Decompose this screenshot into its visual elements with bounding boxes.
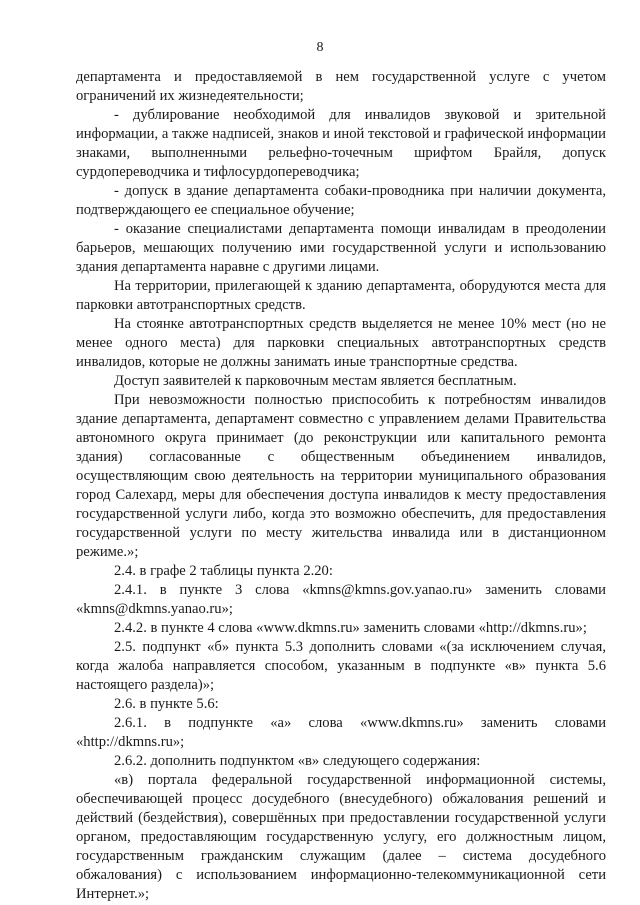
- paragraph-subclause-v: «в) портала федеральной государственной информационной системы, обеспечивающей процесс досудебного (внесудебного) обжалования решений и действий (бездействия), совершённых при предоставлении государственной услуги органом, предоставляющим государственную услугу, его должностным лицом, государственным гражданским служащим (далее – система досудебного обжалования) с использованием информационно-телекоммуникационной сети Интернет.»;: [76, 772, 606, 902]
- paragraph-staff-assistance: - оказание специалистами департамента помощи инвалидам в преодолении барьеров, мешающих получению ими государственной услуги и использованию здания департамента наравне с другими лицами.: [76, 221, 606, 275]
- document-body: [76, 68, 606, 904]
- paragraph-accessibility-measures: При невозможности полностью приспособить к потребностям инвалидов здание департамента, департамент совместно с управлением делами Правительства автономного округа принимает (до реконструкции или капитального ремонта здания) согласованные с общественным объединением инвалидов, осуществляющим свою деятельность на территории муниципального образования город Салехард, меры для обеспечения доступа инвалидов к месту предоставления государственной услуги либо, когда это возможно обеспечить, для предоставления государственной услуги по месту жительства инвалида или в дистанционном режиме.»;: [76, 392, 606, 560]
- paragraph-parking-territory: На территории, прилегающей к зданию департамента, оборудуются места для парковки автотранспортных средств.: [76, 278, 606, 313]
- paragraph-2-4-2: 2.4.2. в пункте 4 слова «www.dkmns.ru» заменить словами «http://dkmns.ru»;: [114, 620, 587, 636]
- page-number: 8: [316, 40, 324, 55]
- paragraph-parking-percentage: На стоянке автотранспортных средств выделяется не менее 10% мест (но не менее одного места) для парковки специальных автотранспортных средств инвалидов, которые не должны занимать иные транспортные средства.: [76, 316, 606, 370]
- paragraph-2-4: 2.4. в графе 2 таблицы пункта 2.20:: [114, 563, 333, 579]
- paragraph-continuation: департамента и предоставляемой в нем государственной услуге с учетом ограничений их жизнедеятельности;: [76, 69, 606, 104]
- paragraph-2-6-2: 2.6.2. дополнить подпунктом «в» следующего содержания:: [114, 753, 481, 769]
- paragraph-2-6: 2.6. в пункте 5.6:: [114, 696, 219, 712]
- paragraph-parking-free: Доступ заявителей к парковочным местам является бесплатным.: [114, 373, 517, 389]
- paragraph-2-5: 2.5. подпункт «б» пункта 5.3 дополнить словами «(за исключением случая, когда жалоба направляется способом, указанным в подпункте «в» пункта 5.6 настоящего раздела)»;: [76, 639, 606, 693]
- paragraph-2-4-1: 2.4.1. в пункте 3 слова «kmns@kmns.gov.yanao.ru» заменить словами «kmns@dkmns.yanao.ru»;: [76, 582, 606, 617]
- paragraph-2-6-1: 2.6.1. в подпункте «а» слова «www.dkmns.ru» заменить словами «http://dkmns.ru»;: [76, 715, 606, 750]
- paragraph-guide-dog: - допуск в здание департамента собаки-проводника при наличии документа, подтверждающего ее специальное обучение;: [76, 183, 606, 218]
- paragraph-braille-info: - дублирование необходимой для инвалидов звуковой и зрительной информации, а также надписей, знаков и иной текстовой и графической информации знаками, выполненными рельефно-точечным шрифтом Брайля, допуск сурдопереводчика и тифлосурдопереводчика;: [76, 107, 606, 180]
